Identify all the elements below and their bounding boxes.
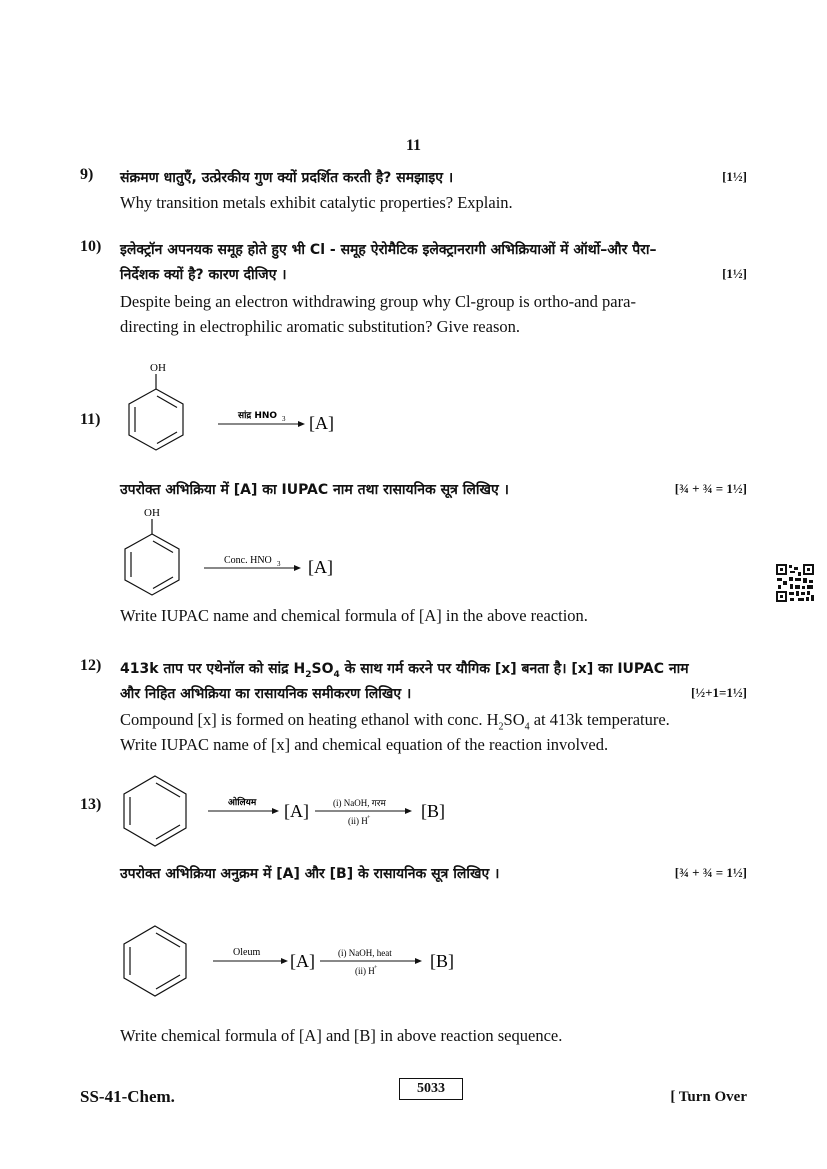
benzene-ring-icon bbox=[124, 926, 186, 996]
q11-hindi-reaction-scheme bbox=[110, 352, 370, 462]
q11-oh-label-en: OH bbox=[144, 507, 160, 519]
benzene-ring-icon bbox=[124, 776, 186, 846]
q11-number: 11) bbox=[80, 411, 101, 428]
q11-english-reaction-scheme bbox=[110, 497, 370, 607]
benzene-ring-icon bbox=[125, 534, 179, 595]
q13-hindi-reaction-scheme bbox=[110, 770, 470, 850]
q11-english: Write IUPAC name and chemical formula of [A] in the above reaction. bbox=[120, 606, 588, 625]
q13-reagent2-bottom-en: (ii) H bbox=[355, 966, 375, 976]
q12-hindi-line2: और निहित अभिक्रिया का रासायनिक समीकरण लिखिए । bbox=[120, 686, 412, 702]
q9-hindi: संक्रमण धातुएँ, उत्प्रेरकीय गुण क्यों प्रदर्शित करती है? समझाइए । bbox=[120, 170, 454, 186]
q11-marks: [¾ + ¾ = 1½] bbox=[674, 481, 747, 496]
q13-plus-en: + bbox=[374, 965, 378, 971]
q13-plus: + bbox=[367, 815, 371, 821]
q10-hindi-line2: निर्देशक क्यों है? कारण दीजिए । bbox=[120, 267, 287, 283]
q9-english: Why transition metals exhibit catalytic properties? Explain. bbox=[120, 193, 513, 212]
q10-number: 10) bbox=[80, 238, 102, 255]
q13-reagent2-bottom: (ii) H bbox=[348, 816, 368, 826]
q13-reagent2-top-english: (i) NaOH, heat bbox=[338, 948, 392, 958]
q13-product-a-en: [A] bbox=[290, 951, 315, 971]
q11-reagent-hindi: सांद्र HNO bbox=[238, 411, 278, 421]
q13-product-a: [A] bbox=[284, 801, 309, 821]
q10-hindi-line1: इलेक्ट्रॉन अपनयक समूह होते हुए भी Cl - समूह ऐरोमैटिक इलेक्ट्रानरागी अभिक्रियाओं में ऑर्थो–और पैरा– bbox=[120, 242, 657, 258]
q12-marks: [½+1=1½] bbox=[691, 685, 747, 700]
turn-over-label: [ Turn Over bbox=[670, 1089, 747, 1105]
benzene-ring-icon bbox=[129, 389, 183, 450]
q11-reagent-sub: 3 bbox=[282, 415, 286, 423]
q13-marks: [¾ + ¾ = 1½] bbox=[674, 865, 747, 880]
q11-reagent-english: Conc. HNO bbox=[224, 555, 272, 566]
q12-number: 12) bbox=[80, 657, 102, 674]
q12-hindi-line1: 413k ताप पर एथेनॉल को सांद्र $H_2SO_4$ के साथ गर्म करने पर यौगिक [x] बनता है। [x] का IUPAC नाम bbox=[120, 661, 689, 680]
q13-english: Write chemical formula of [A] and [B] in above reaction sequence. bbox=[120, 1026, 563, 1045]
q13-reagent1-english: Oleum bbox=[233, 947, 261, 958]
q11-oh-label: OH bbox=[150, 362, 166, 374]
q11-reagent-sub-en: 3 bbox=[277, 560, 281, 568]
q13-reagent1-hindi: ओलियम bbox=[228, 798, 257, 808]
booklet-code-box: 5033 bbox=[399, 1078, 463, 1100]
q10-english-line1: Despite being an electron withdrawing group why Cl-group is ortho-and para- bbox=[120, 292, 636, 311]
q10-english-line2: directing in electrophilic aromatic substitution? Give reason. bbox=[120, 317, 521, 336]
q13-hindi: उपरोक्त अभिक्रिया अनुक्रम में [A] और [B] के रासायनिक सूत्र लिखिए । bbox=[120, 866, 500, 882]
q11-product-a-en: [A] bbox=[308, 557, 333, 577]
page-number: 11 bbox=[405, 137, 422, 154]
q13-english-reaction-scheme bbox=[110, 920, 470, 1000]
q11-hindi: उपरोक्त अभिक्रिया में [A] का IUPAC नाम तथा रासायनिक सूत्र लिखिए । bbox=[120, 482, 509, 498]
q12-english-line1: Compound [x] is formed on heating ethanol with conc. $H_2SO_4$ at 413k temperature. bbox=[120, 710, 670, 733]
qr-code-icon bbox=[775, 563, 815, 603]
q11-product-a: [A] bbox=[309, 413, 334, 433]
q9-number: 9) bbox=[80, 166, 94, 183]
paper-code: SS-41-Chem. bbox=[80, 1087, 175, 1106]
q13-product-b-en: [B] bbox=[430, 951, 454, 971]
q13-reagent2-top-hindi: (i) NaOH, गरम bbox=[333, 798, 386, 808]
q10-marks: [1½] bbox=[722, 266, 747, 281]
q12-english-line2: Write IUPAC name of [x] and chemical equation of the reaction involved. bbox=[120, 735, 609, 754]
q13-product-b: [B] bbox=[421, 801, 445, 821]
q9-marks: [1½] bbox=[722, 169, 747, 184]
q13-number: 13) bbox=[80, 796, 102, 813]
